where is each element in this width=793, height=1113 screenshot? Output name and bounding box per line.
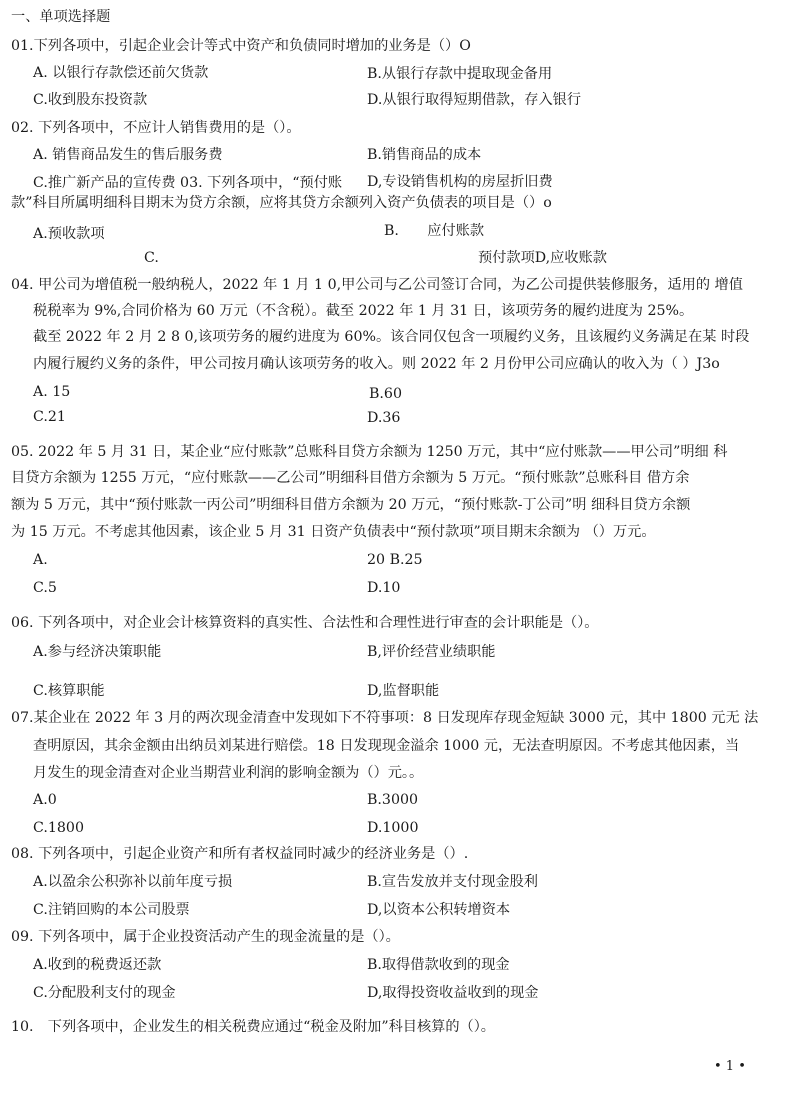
q08-stem: 08. 下列各项中，引起企业资产和所有者权益同时减少的经济业务是（）. <box>11 846 469 862</box>
q09-stem: 09. 下列各项中，属于企业投资活动产生的现金流量的是（）。 <box>11 929 400 945</box>
q09-option-c: C.分配股利支付的现金 <box>33 985 176 1001</box>
q05-line-4: 为 15 万元。不考虑其他因素，该企业 5 月 31 日资产负债表中“预付款项”项目期末余额为 （）万元。 <box>11 524 656 540</box>
q07-option-d: D.1000 <box>367 820 419 836</box>
q03-option-a: A.预收款项 <box>33 226 105 242</box>
q02-option-a: A. 销售商品发生的售后服务费 <box>33 147 223 163</box>
q06-option-c: C.核算职能 <box>33 683 105 699</box>
q07-line-1: 07.某企业在 2022 年 3 月的两次现金清查中发现如下不符事项：8 日发现库存现金短缺 3000 元，其中 1800 元无 法 <box>11 710 759 726</box>
q01-option-b: B.从银行存款中提取现金备用 <box>367 66 553 82</box>
q05-option-a: A. <box>33 552 48 568</box>
page-number: • 1 • <box>714 1059 746 1074</box>
q04-option-a: A. 15 <box>33 384 71 400</box>
q09-option-b: B.取得借款收到的现金 <box>367 957 510 973</box>
q04-line-2: 税税率为 9%,合同价格为 60 万元（不含税）。截至 2022 年 1 月 31 日，该项劳务的履约进度为 25%。 <box>33 303 694 319</box>
q03-option-c: C. <box>144 250 159 266</box>
q06-option-d: D,监督职能 <box>367 683 440 699</box>
q07-line-2: 查明原因，其余金额由出纳员刘某进行赔偿。18 日发现现金溢余 1000 元，无法查明原因。不考虑其他因素，当 <box>33 738 740 754</box>
q04-line-4: 内履行履约义务的条件，甲公司按月确认该项劳务的收入。则 2022 年 2 月份甲公司应确认的收入为（ ）J3o <box>33 356 720 372</box>
q02-option-b: B.销售商品的成本 <box>367 147 482 163</box>
section-title: 一、单项选择题 <box>11 9 111 25</box>
q05-option-c: C.5 <box>33 580 57 596</box>
q03-option-b: B. 应付账款 <box>384 223 485 239</box>
q05-line-2: 目贷方余额为 1255 万元，“应付账款——乙公司”明细科目借方余额为 5 万元。“预付账款”总账科目 借方余 <box>11 470 690 486</box>
q07-line-3: 月发生的现金清查对企业当期营业利润的影响金额为（）元。。 <box>33 765 424 781</box>
q05-option-d: D.10 <box>367 580 401 596</box>
q08-option-a: A.以盈余公积弥补以前年度亏损 <box>33 874 233 890</box>
q02-option-c-with-q03: C.推广新产品的宣传费 03. 下列各项中，“预付账 <box>33 175 343 191</box>
q07-option-c: C.1800 <box>33 820 84 836</box>
q03-stem-continued: 款”科目所属明细科目期末为贷方余额，应将其贷方余额列入资产负债表的项目是（）o <box>11 195 552 211</box>
q04-line-3: 截至 2022 年 2 月 2 8 0,该项劳务的履约进度为 60%。该合同仅包含一项履约义务，且该履约义务满足在某 时段 <box>33 329 750 345</box>
q06-option-b: B,评价经营业绩职能 <box>367 644 496 660</box>
q04-option-c: C.21 <box>33 409 66 425</box>
q05-option-a-b: 20 B.25 <box>367 552 423 568</box>
q08-option-b: B.宣告发放并支付现金股利 <box>367 874 538 890</box>
q05-line-1: 05. 2022 年 5 月 31 日，某企业“应付账款”总账科目贷方余额为 1250 万元，其中“应付账款——甲公司”明细 科 <box>11 444 728 460</box>
q02-stem: 02. 下列各项中，不应计人销售费用的是（）。 <box>11 120 301 136</box>
q01-option-a: A. 以银行存款偿还前欠货款 <box>33 65 209 81</box>
q10-stem: 10. 下列各项中，企业发生的相关税费应通过“税金及附加”科目核算的（）。 <box>11 1019 495 1035</box>
q06-option-a: A.参与经济决策职能 <box>33 644 162 660</box>
q07-option-a: A.0 <box>33 792 57 808</box>
q01-stem: 01.下列各项中，引起企业会计等式中资产和负债同时增加的业务是（）O <box>11 38 471 54</box>
q03-option-c-d: 预付款项D,应收账款 <box>478 250 607 266</box>
q04-option-d: D.36 <box>367 410 401 426</box>
q09-option-d: D,取得投资收益收到的现金 <box>367 985 539 1001</box>
q04-line-1: 04. 甲公司为增值税一般纳税人，2022 年 1 月 1 0,甲公司与乙公司签订合同，为乙公司提供装修服务，适用的 增值 <box>11 277 743 293</box>
q02-option-d: D,专设销售机构的房屋折旧费 <box>367 174 553 190</box>
q06-stem: 06. 下列各项中，对企业会计核算资料的真实性、合法性和合理性进行审查的会计职能是（）。 <box>11 615 599 631</box>
q01-option-c: C.收到股东投资款 <box>33 92 148 108</box>
q09-option-a: A.收到的税费返还款 <box>33 957 162 973</box>
q08-option-c: C.注销回购的本公司股票 <box>33 902 190 918</box>
q01-option-d: D.从银行取得短期借款，存入银行 <box>367 92 582 108</box>
q05-line-3: 额为 5 万元，其中“预付账款一丙公司”明细科目借方余额为 20 万元，“预付账款-丁公司”明 细科目贷方余额 <box>11 497 691 513</box>
q07-option-b: B.3000 <box>367 792 419 808</box>
q08-option-d: D,以资本公积转增资本 <box>367 902 511 918</box>
q04-option-b: B.60 <box>369 386 402 402</box>
